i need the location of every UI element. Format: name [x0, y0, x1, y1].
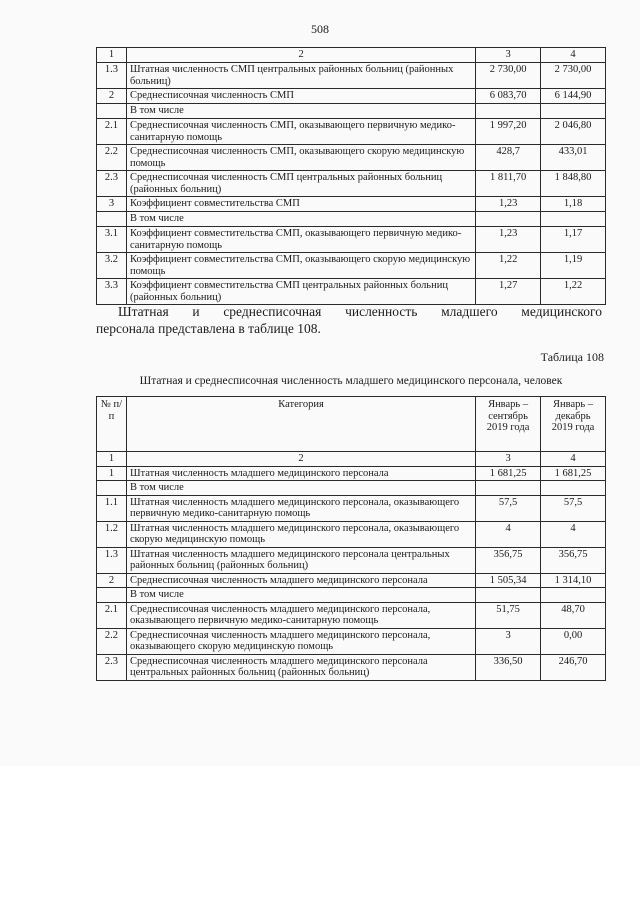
table-row — [97, 588, 606, 603]
row-number: 2.1 — [97, 602, 127, 628]
row-label: Среднесписочная численность СМП, оказывающего первичную медико-санитарную помощь — [126, 119, 475, 145]
row-value-jan-dec: 246,70 — [541, 654, 606, 680]
row-value-jan-sep: 51,75 — [476, 602, 541, 628]
row-value-year: 6 144,90 — [541, 89, 606, 104]
row-value-year: 1,18 — [541, 197, 606, 212]
row-label: Штатная численность младшего медицинского персонала — [126, 466, 475, 481]
staffing-table-continued — [96, 47, 606, 305]
row-number: 1.3 — [97, 547, 127, 573]
column-header-category: Категория — [126, 397, 475, 452]
row-value-jan-dec: 4 — [541, 521, 606, 547]
table-row — [97, 253, 606, 279]
row-value-jan-dec: 0,00 — [541, 628, 606, 654]
row-value-q3 — [476, 104, 541, 119]
row-label: Штатная численность младшего медицинского персонала, оказывающего первичную медико-санитарную помощь — [126, 495, 475, 521]
page-number: 508 — [311, 22, 329, 36]
column-header-jan-dec: Январь – декабрь 2019 года — [541, 397, 606, 452]
row-number: 1.3 — [97, 63, 127, 89]
row-label: Штатная численность младшего медицинского персонала, оказывающего скорую медицинскую помощь — [126, 521, 475, 547]
table-row — [97, 466, 606, 481]
row-number: 2 — [97, 89, 127, 104]
row-label: Коэффициент совместительства СМП, оказывающего скорую медицинскую помощь — [126, 253, 475, 279]
row-value-year: 1,22 — [541, 279, 606, 305]
table-row — [97, 227, 606, 253]
row-number: 2.3 — [97, 171, 127, 197]
row-label: Среднесписочная численность СМП, оказывающего скорую медицинскую помощь — [126, 145, 475, 171]
row-label: Среднесписочная численность СМП центральных районных больниц (районных больниц) — [126, 171, 475, 197]
row-value-year: 2 730,00 — [541, 63, 606, 89]
column-header-jan-sep: Январь – сентябрь 2019 года — [476, 397, 541, 452]
row-value-jan-dec: 1 314,10 — [541, 573, 606, 588]
column-index-2: 2 — [126, 452, 475, 467]
table-row — [97, 481, 606, 496]
row-value-q3: 428,7 — [476, 145, 541, 171]
column-index-2: 2 — [126, 48, 475, 63]
table-number-label: Таблица 108 — [540, 350, 604, 364]
row-value-jan-sep — [476, 588, 541, 603]
table-row — [97, 197, 606, 212]
row-value-q3: 2 730,00 — [476, 63, 541, 89]
row-value-year: 1 848,80 — [541, 171, 606, 197]
table-row — [97, 521, 606, 547]
row-value-jan-dec: 1 681,25 — [541, 466, 606, 481]
body-paragraph — [96, 303, 602, 337]
row-value-q3: 1,23 — [476, 197, 541, 212]
row-value-year: 1,19 — [541, 253, 606, 279]
row-number: 3.1 — [97, 227, 127, 253]
column-index-4: 4 — [541, 48, 606, 63]
column-index-3: 3 — [476, 48, 541, 63]
table-row — [97, 89, 606, 104]
row-value-q3: 1 997,20 — [476, 119, 541, 145]
row-number: 2.2 — [97, 628, 127, 654]
row-value-jan-sep — [476, 481, 541, 496]
row-value-year: 1,17 — [541, 227, 606, 253]
row-label: В том числе — [126, 104, 475, 119]
row-number: 2.3 — [97, 654, 127, 680]
table-row — [97, 573, 606, 588]
table-row — [97, 63, 606, 89]
row-number — [97, 104, 127, 119]
column-header-number: № п/п — [97, 397, 127, 452]
row-number — [97, 588, 127, 603]
table-row — [97, 171, 606, 197]
row-number: 3.3 — [97, 279, 127, 305]
junior-staff-table — [96, 396, 606, 681]
table-header-row — [97, 397, 606, 452]
row-label: Штатная численность СМП центральных районных больниц (районных больниц) — [126, 63, 475, 89]
row-number: 1.2 — [97, 521, 127, 547]
row-label: Коэффициент совместительства СМП центральных районных больниц (районных больниц) — [126, 279, 475, 305]
table-row — [97, 119, 606, 145]
table-row — [97, 602, 606, 628]
row-value-q3: 1,23 — [476, 227, 541, 253]
row-number: 2 — [97, 573, 127, 588]
column-index-3: 3 — [476, 452, 541, 467]
table-row — [97, 104, 606, 119]
row-number: 2.1 — [97, 119, 127, 145]
table-row — [97, 547, 606, 573]
table-row — [97, 279, 606, 305]
row-label: Среднесписочная численность младшего медицинского персонала, оказывающего скорую медицинскую помощь — [126, 628, 475, 654]
row-label: Коэффициент совместительства СМП — [126, 197, 475, 212]
row-value-jan-dec: 356,75 — [541, 547, 606, 573]
row-label: Штатная численность младшего медицинского персонала центральных районных больниц (районных больниц) — [126, 547, 475, 573]
column-index-4: 4 — [541, 452, 606, 467]
row-value-jan-dec — [541, 481, 606, 496]
row-value-q3 — [476, 212, 541, 227]
row-value-jan-sep: 1 505,34 — [476, 573, 541, 588]
row-number: 1 — [97, 466, 127, 481]
row-number: 3.2 — [97, 253, 127, 279]
row-label: В том числе — [126, 481, 475, 496]
table-row — [97, 654, 606, 680]
column-index-1: 1 — [97, 452, 127, 467]
row-label: Среднесписочная численность младшего медицинского персонала — [126, 573, 475, 588]
paragraph-line-2: персонала представлена в таблице 108. — [96, 321, 321, 336]
row-value-jan-sep: 356,75 — [476, 547, 541, 573]
row-label: В том числе — [126, 212, 475, 227]
table-row — [97, 212, 606, 227]
row-label: В том числе — [126, 588, 475, 603]
row-value-jan-sep: 57,5 — [476, 495, 541, 521]
row-value-jan-dec: 48,70 — [541, 602, 606, 628]
table-row — [97, 145, 606, 171]
row-value-jan-dec: 57,5 — [541, 495, 606, 521]
table-header-row — [97, 48, 606, 63]
row-label: Среднесписочная численность младшего медицинского персонала, оказывающего первичную медико-санитарную помощь — [126, 602, 475, 628]
row-number — [97, 481, 127, 496]
table-row — [97, 628, 606, 654]
paragraph-line-1: Штатная и среднесписочная численность младшего медицинского — [118, 304, 602, 319]
row-value-q3: 6 083,70 — [476, 89, 541, 104]
row-value-year — [541, 212, 606, 227]
table-caption: Штатная и среднесписочная численность младшего медицинского персонала, человек — [139, 375, 563, 387]
row-value-q3: 1 811,70 — [476, 171, 541, 197]
row-value-jan-sep: 336,50 — [476, 654, 541, 680]
row-number: 1.1 — [97, 495, 127, 521]
row-label: Среднесписочная численность СМП — [126, 89, 475, 104]
row-value-q3: 1,22 — [476, 253, 541, 279]
row-value-jan-sep: 3 — [476, 628, 541, 654]
row-label: Среднесписочная численность младшего медицинского персонала центральных районных больниц (районных больниц) — [126, 654, 475, 680]
row-value-year — [541, 104, 606, 119]
row-value-jan-sep: 4 — [476, 521, 541, 547]
row-number: 2.2 — [97, 145, 127, 171]
row-value-year: 433,01 — [541, 145, 606, 171]
row-label: Коэффициент совместительства СМП, оказывающего первичную медико-санитарную помощь — [126, 227, 475, 253]
row-value-q3: 1,27 — [476, 279, 541, 305]
row-value-year: 2 046,80 — [541, 119, 606, 145]
row-value-jan-dec — [541, 588, 606, 603]
row-number: 3 — [97, 197, 127, 212]
table-row — [97, 495, 606, 521]
table-index-row — [97, 452, 606, 467]
row-value-jan-sep: 1 681,25 — [476, 466, 541, 481]
column-index-1: 1 — [97, 48, 127, 63]
row-number — [97, 212, 127, 227]
